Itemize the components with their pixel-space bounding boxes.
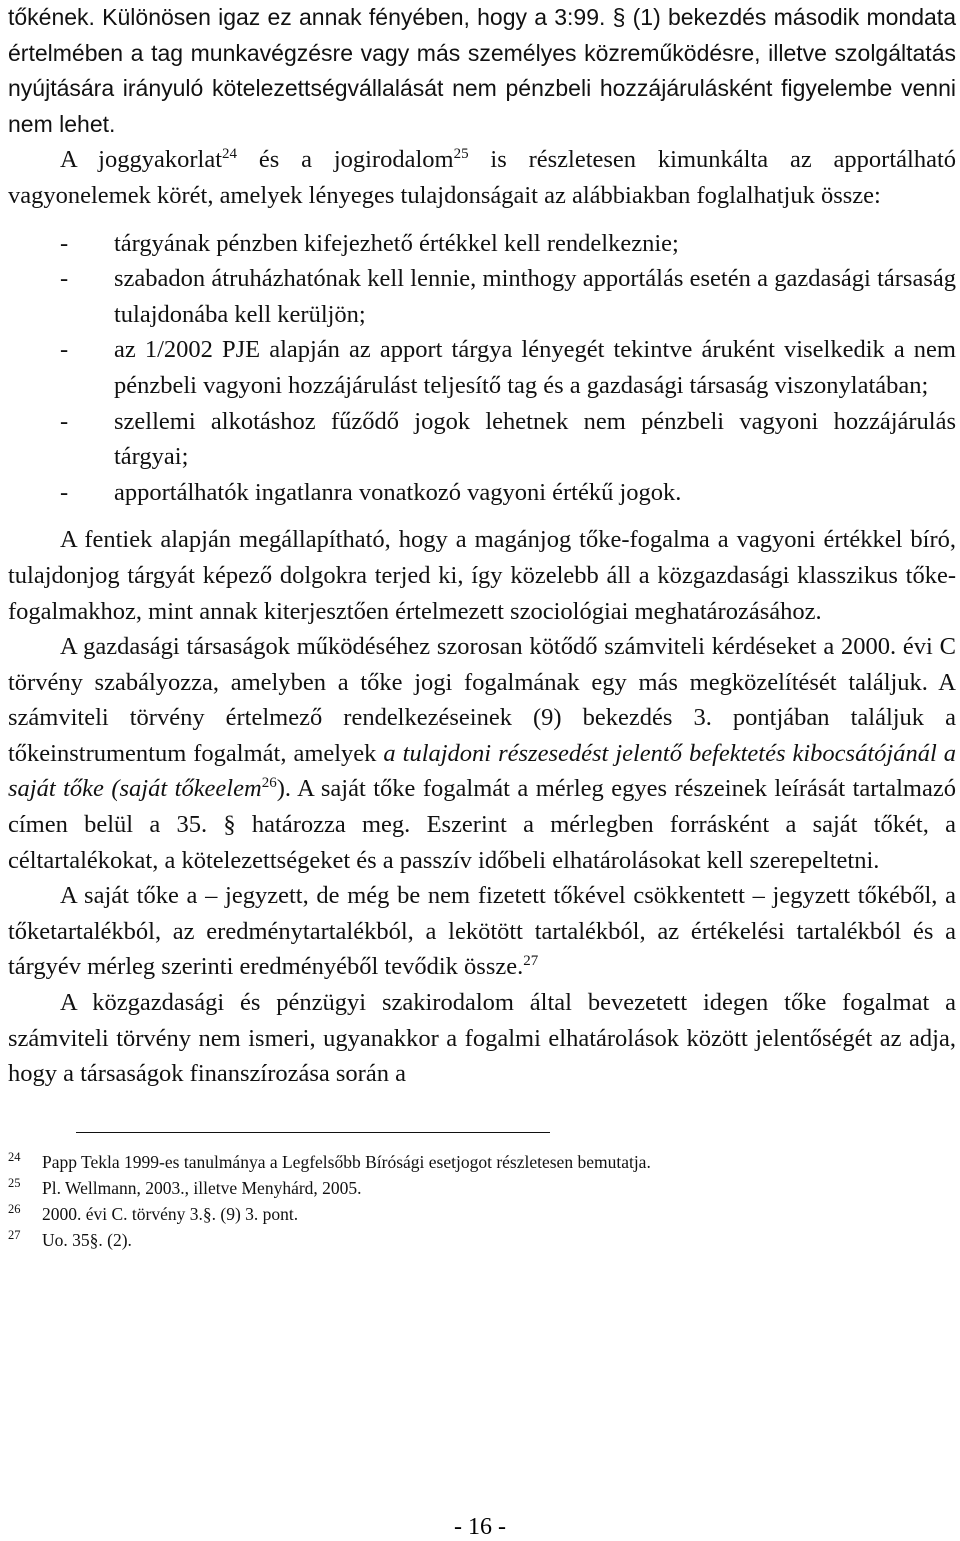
paragraph-accounting-law (8, 629, 956, 878)
list-item (8, 332, 956, 403)
list-dash: - (60, 265, 69, 293)
footnote-text: 2000. évi C. törvény 3.§. (9) 3. pont. (42, 1203, 299, 1224)
paragraph-apport-overview (8, 142, 956, 213)
paragraph-capital-concept: A fentiek alapján megállapítható, hogy a magánjog tőke-fogalma a vagyoni értékkel bíró, tulajdonjog tárgyát képező dolgokra terjed ki, így közelebb áll a közgazdasági klasszikus tőke-fogalmakhoz, mint annak kiterjesztően értelmezett szociológiai meghatározásához. (8, 526, 956, 625)
list-item (8, 404, 956, 475)
p3-italic-definition: a tulajdoni részesedést jelentő befektetés kibocsátójánál a saját tőke (saját tőkeelem (8, 739, 956, 803)
footnote-ref-24[interactable]: 24 (222, 146, 238, 163)
footnote-number: 27 (8, 1227, 21, 1242)
footnote-text: Pl. Wellmann, 2003., illetve Menyhárd, 2005. (42, 1177, 362, 1198)
list-item (8, 261, 956, 332)
footnote-number: 25 (8, 1175, 21, 1190)
list-dash: - (60, 336, 69, 364)
footnote-text: Papp Tekla 1999-es tanulmánya a Legfelsőbb Bírósági esetjogot részletesen bemutatja. (42, 1151, 651, 1172)
footnote-text: Uo. 35§. (2). (42, 1229, 132, 1250)
list-item (8, 226, 956, 262)
footnote (8, 1149, 956, 1175)
document-page (8, 0, 956, 1253)
footnote-ref-26[interactable]: 26 (261, 775, 277, 792)
list-dash: - (60, 229, 69, 257)
p3-text-a: A gazdasági társaságok működéséhez szorosan kötődő számviteli kérdéseket a 2000. évi C törvény szabályozza, amelyben a tőke jogi fogalmának egy más megközelítését találjuk. A számviteli törvény értelmező rendelkezéseinek (9) bekezdés 3. pontjában találjuk a tőkeinstrumentum fogalmát, amelyek (8, 633, 956, 767)
p1-text-c: is részletesen kimunkálta az apportálható vagyonelemek körét, amelyek lényeges tulajdonságait az alábbiakban foglalhatjuk össze: (8, 146, 957, 209)
p1-text-a: A joggyakorlat (60, 146, 223, 174)
footnote (8, 1227, 956, 1253)
list-item-text: apportálhatók ingatlanra vonatkozó vagyoni értékű jogok. (114, 478, 682, 506)
footnotes (8, 1149, 956, 1253)
apport-criteria-list (8, 226, 956, 511)
p3-text-b: ). A saját tőke fogalmát a mérleg egyes részeinek leírását tartalmazó címen belül a 35. § határozza meg. Eszerint a mérlegben forrásként a saját tőkét, a céltartalékokat, a kötelezettségeket és a passzív időbeli elhatárolásokat kell szerepeltetni. (8, 775, 956, 874)
footnote (8, 1175, 956, 1201)
list-item-text: szellemi alkotáshoz fűződő jogok lehetnek nem pénzbeli vagyoni hozzájárulás tárgyai; (114, 407, 956, 471)
footnote-ref-27[interactable]: 27 (523, 953, 539, 970)
page-number: - 16 - (454, 1514, 506, 1540)
footnote-ref-25[interactable]: 25 (453, 146, 469, 163)
list-dash: - (60, 478, 69, 506)
list-item (8, 475, 956, 511)
paragraph-foreign-capital: A közgazdasági és pénzügyi szakirodalom által bevezetett idegen tőke fogalmat a számviteli törvény nem ismeri, ugyanakkor a fogalmi elhatárolások között jelentőségét az adja, hogy a társaságok finanszírozása során a (8, 989, 956, 1088)
footnote (8, 1201, 956, 1227)
footnote-number: 24 (8, 1149, 21, 1164)
p4-text: A saját tőke a – jegyzett, de még be nem fizetett tőkével csökkentett – jegyzett tőkéből, a tőketartalékból, az eredménytartalékból, a lekötött tartalékból, az értékelési tartalékból és a tárgyév mérleg szerinti eredményéből tevődik össze. (8, 882, 956, 981)
list-item-text: tárgyának pénzben kifejezhető értékkel kell rendelkeznie; (114, 229, 679, 257)
footnote-divider (76, 1132, 550, 1133)
footnote-number: 26 (8, 1201, 21, 1216)
list-item-text: az 1/2002 PJE alapján az apport tárgya lényegét tekintve áruként viselkedik a nem pénzbeli vagyoni hozzájárulást teljesítő tag és a gazdasági társaság viszonylatában; (114, 336, 956, 399)
list-item-text: szabadon átruházhatónak kell lennie, minthogy apportálás esetén a gazdasági társaság tulajdonába kell kerüljön; (114, 265, 956, 328)
list-dash: - (60, 407, 69, 435)
paragraph-equity-composition (8, 878, 956, 985)
p1-text-b: és a jogirodalom (237, 146, 454, 174)
intro-paragraph: tőkének. Különösen igaz ez annak fényében, hogy a 3:99. § (1) bekezdés második mondata értelmében a tag munkavégzésre vagy más személyes közreműködésre, illetve szolgáltatás nyújtására irányuló kötelezettségvállalását nem pénzbeli hozzájárulásként figyelembe venni nem lehet. (8, 4, 956, 137)
